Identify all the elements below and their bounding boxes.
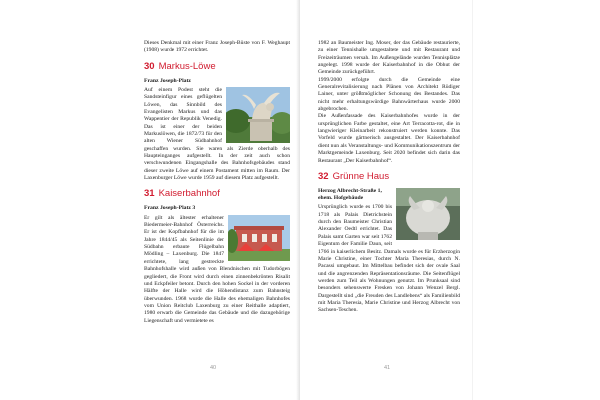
section-30-heading [144, 61, 290, 72]
section-title: Kaiserbahnhof [158, 188, 220, 200]
kaiserbahnhof-building-photo [228, 215, 290, 261]
continued-paragraph: 1982 an Baumeister Ing. Moser, der das Gebäude restaurierte, zu einer Tennishalle umgestaltete und mit Restaurant und Freizeiträumen versah. Im Außengelände wurden Tennisplätze angelegt. 1998 wurde der Kaiserbahnhof in die Obhut der Gemeinde zurückgeführt. 1999/2000 erfolgte durch die Gemeinde eine Generalrevitalisierung nach Plänen von Architekt Rüdiger Lainer, unter größtmöglicher Schonung des Bestandes. Das nicht mehr erhaltungswürdige Bahnwärterhaus wurde 2000 abgebrochen. Die Außenfassade des Kaiserbahnhofes wurde in der ursprünglichen Farbe gestaltet, eine Art Terracotta-rot, die in langwieriger Kleinarbeit rekonstruiert werden konnte. Das Vorfeld wurde gärtnerisch ausgestaltet. Der Kaiserbahnhof dient nun als Veranstaltungs- und Kommunikationszentrum der Marktgemeinde Laxenburg. Seit 2020 befindet sich darin das Restaurant „Der Kaiserbahnhof“. [318, 40, 460, 164]
section-30-text: Auf einem Podest steht die Sandsteinfigur eines geflügelten Löwen, das Sinnbild des Evangelisten Markus und das Wappentier der Republik Venedig. Das ist einer der beiden Markuslöwen, die 1872/73 für den alten Wiener Südbahnhof geschaffen wurden. Sie waren als Zierde oberhalb des Haupteinganges aufgestellt. In der zeit auch schon verschwundenen Eingangshalle des Bahnhofsgebäudes stand dieser zweite Löwe auf einem Postament mitten im Raum. Der Laxenburger Löwe wurde 1959 auf diesem Platz aufgestellt. [144, 86, 290, 182]
right-page [300, 0, 472, 400]
section-32-text: Ursprünglich wurde es 1700 bis 1718 als Palais Dietrichstein durch den Baumeister Christian Alexander Oedtl errichtet. Das Palais samt Garten war seit 1762 Eigentum der Familie Daun, seit 1766 in kaiserlichem Besitz. Damals wurde es für Erzherzogin Marie Christine, einer Tochter Maria Theresias, durch N. Pacassi umgebaut. Im Mittelbau befindet sich der ovale Saal und die angrenzenden Repräsentationsräume. Die Seitenflügel werden zum Teil als Wohnungen genutzt. Im Prunksaal sind besonders sehenswerte Fresken von Johann Wenzel Bergl. Dargestellt sind „die Freuden des Landlebens“ als Familienbild mit Maria Theresia, Marie Christine und Herzog Albrecht von Sachsen-Teschen. [318, 204, 460, 314]
page-number-right: 41 [384, 365, 391, 371]
section-number: 31 [144, 188, 155, 200]
section-number: 30 [144, 60, 155, 72]
intro-paragraph: Dieses Denkmal mit einer Franz Joseph-Büste von F. Weghaupt (1908) wurde 1972 errichtet. [144, 40, 290, 54]
section-30-location: Franz Joseph-Platz [144, 77, 191, 84]
section-31-heading [144, 188, 290, 199]
section-title: Markus-Löwe [158, 60, 216, 72]
section-title: Grünne Haus [332, 170, 390, 182]
section-32-location: Herzog Albrecht-Straße 1, ehem. Hofgebäude [318, 187, 382, 202]
right-page-edge [472, 0, 473, 400]
left-page [128, 0, 300, 400]
baroque-statue-photo [396, 188, 460, 240]
section-31-location: Franz Joseph-Platz 3 [144, 205, 196, 212]
section-31-text: Er gilt als ältester erhaltener Biedermeier-Bahnhof Österreichs. Er ist der Kopfbahnhof für die im Jahre 1844/45 als Seitenlinie der Südbahn erbaute Flügelbahn Mödling – Laxenburg. Die 1847 errichtete, lang gestreckte Bahnhofshalle wird außen von Blendnischen mit Tudorbögen gegliedert, die Front wird durch einen zinnenbekrönten Risalit und Eckpfeiler betont. Durch den hohen Sockel in der vorderen Hälfte der Halle wird die Höhendistanz zum Bahnsteig überwunden. 1968 wurde die Halle des ehemaligen Bahnhofes vom Union Reitclub Laxenburg zu einer Reithalle adaptiert, 1980 erwarb die Gemeinde das Gebäude und die dazugehörige Liegenschaft und vermietete es [144, 214, 290, 324]
section-32-heading [318, 171, 460, 182]
winged-lion-statue-photo [226, 87, 290, 143]
section-number: 32 [318, 170, 329, 182]
page-number-left: 40 [210, 365, 217, 371]
